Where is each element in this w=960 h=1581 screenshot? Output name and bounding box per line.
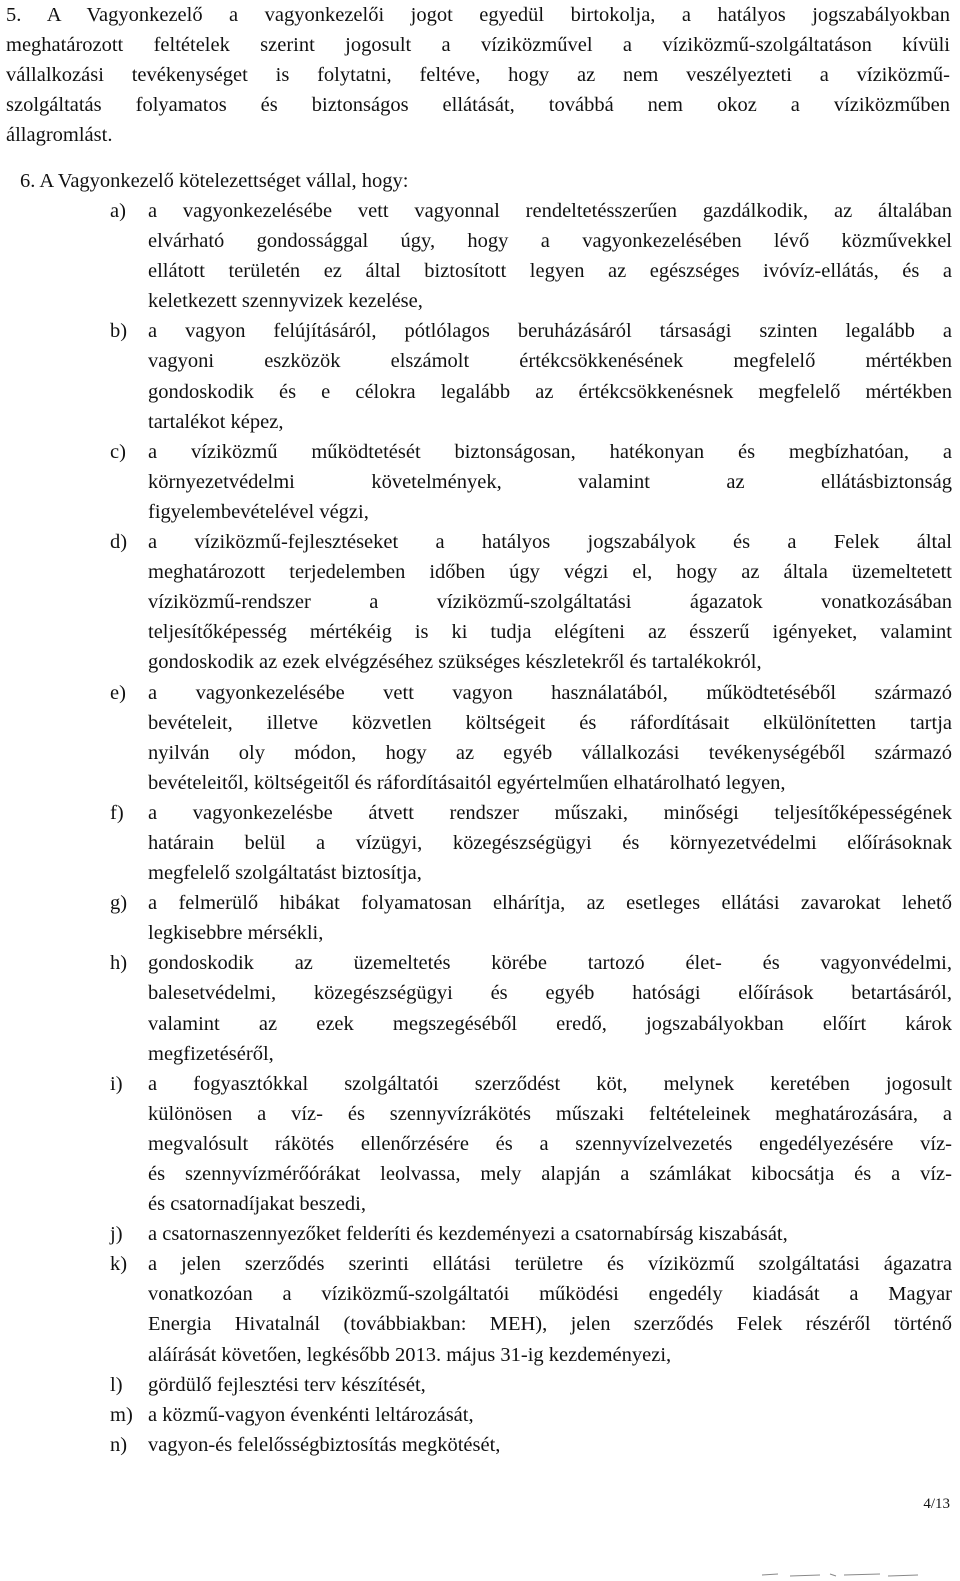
item-text-line: határain belül a vízügyi, közegészségügyi és környezetvédelmi előírásoknak bbox=[148, 831, 952, 854]
item-text-line: aláírását követően, legkésőbb 2013. május 31-ig kezdeményezi, bbox=[148, 1343, 672, 1366]
item-text bbox=[148, 1400, 952, 1430]
item-text bbox=[148, 316, 952, 436]
item-text-line: víziközmű-rendszer a víziközmű-szolgáltatási ágazatok vonatkozásában bbox=[148, 591, 952, 614]
item-text-line: teljesítőképesség mértékéig is ki tudja elégíteni az ésszerű igényeket, valamint bbox=[148, 621, 952, 644]
item-marker: f) bbox=[110, 801, 124, 824]
item-text-line: vagyon-és felelősségbiztosítás megkötését, bbox=[148, 1433, 501, 1456]
item-text bbox=[148, 1249, 952, 1369]
item-text-line: nyilván oly módon, hogy az egyéb vállalkozási tevékenységéből származó bbox=[148, 741, 952, 764]
obligation-item bbox=[110, 1430, 952, 1460]
item-marker: i) bbox=[110, 1072, 123, 1095]
item-text-line: megvalósult rákötés ellenőrzésére és a szennyvízelvezetés engedélyezésére víz- bbox=[148, 1132, 952, 1155]
item-text-line: bevételeit, illetve közvetlen költségeit és ráfordításait elkülönítetten tartja bbox=[148, 711, 952, 734]
section-5-line: meghatározott feltételek szerint jogosult a víziközművel a víziközmű-szolgáltatáson kívüli bbox=[6, 34, 950, 57]
item-text bbox=[148, 948, 952, 1068]
item-text-line: gondoskodik és e célokra legalább az értékcsökkenésnek megfelelő mértékben bbox=[148, 380, 952, 403]
item-marker: e) bbox=[110, 681, 126, 704]
obligation-list bbox=[110, 196, 952, 1460]
item-marker: b) bbox=[110, 320, 128, 343]
item-marker: l) bbox=[110, 1373, 123, 1396]
item-text bbox=[148, 1370, 952, 1400]
item-text-line: különösen a víz- és szennyvízrákötés műszaki feltételeinek meghatározására, a bbox=[148, 1102, 952, 1125]
item-text-line: balesetvédelmi, közegészségügyi és egyéb hatósági előírások betartásáról, bbox=[148, 982, 952, 1005]
item-marker: h) bbox=[110, 952, 128, 975]
item-text-line: a fogyasztókkal szolgáltatói szerződést köt, melynek keretében jogosult bbox=[148, 1072, 952, 1095]
obligation-item bbox=[110, 1400, 952, 1430]
obligation-item bbox=[110, 1219, 952, 1249]
obligation-item bbox=[110, 948, 952, 1068]
item-text-line: keletkezett szennyvizek kezelése, bbox=[148, 290, 423, 313]
footer-marks bbox=[760, 1570, 920, 1578]
item-marker: k) bbox=[110, 1253, 128, 1276]
item-text-line: vonatkozóan a víziközmű-szolgáltatói működési engedély kiadását a Magyar bbox=[148, 1283, 952, 1306]
item-text bbox=[148, 196, 952, 316]
item-text-line: gondoskodik az üzemeltetés körébe tartozó élet- és vagyonvédelmi, bbox=[148, 952, 952, 975]
item-text-line: a felmerülő hibákat folyamatosan elhárítja, az esetleges ellátási zavarokat lehető bbox=[148, 892, 952, 915]
item-text-line: legkisebbre mérsékli, bbox=[148, 922, 324, 945]
item-text-line: a közmű-vagyon évenkénti leltározását, bbox=[148, 1403, 474, 1426]
item-marker: a) bbox=[110, 200, 126, 222]
obligation-item bbox=[110, 437, 952, 527]
obligation-item bbox=[110, 678, 952, 798]
obligation-item bbox=[110, 316, 952, 436]
item-text bbox=[148, 1069, 952, 1219]
item-text bbox=[148, 1430, 952, 1460]
item-text-line: ellátott területén ez által biztosított legyen az egészséges ivóvíz-ellátás, és a bbox=[148, 260, 952, 283]
item-text bbox=[148, 798, 952, 888]
item-text bbox=[148, 437, 952, 527]
item-text bbox=[148, 1219, 952, 1249]
item-text-line: és csatornadíjakat beszedi, bbox=[148, 1193, 367, 1216]
item-text bbox=[148, 888, 952, 948]
item-text-line: a vagyonkezelésébe vett vagyon használatából, működtetéséből származó bbox=[148, 681, 952, 704]
obligation-item bbox=[110, 888, 952, 948]
item-text-line: és szennyvízmérőórákat leolvassa, mely alapján a számlákat kibocsátja és a víz- bbox=[148, 1163, 952, 1185]
item-text-line: gördülő fejlesztési terv készítését, bbox=[148, 1373, 426, 1396]
item-text bbox=[148, 678, 952, 798]
section-5-line: szolgáltatás folyamatos és biztonságos ellátását, továbbá nem okoz a víziközműben bbox=[6, 94, 950, 117]
item-text-line: a vagyonkezelésébe vett vagyonnal rendeltetésszerűen gazdálkodik, az általában bbox=[148, 200, 952, 222]
item-text-line: környezetvédelmi követelmények, valamint az ellátásbiztonság bbox=[148, 470, 952, 493]
section-6-heading: 6. A Vagyonkezelő kötelezettséget vállal, hogy: bbox=[20, 170, 409, 192]
item-text-line: megfizetéséről, bbox=[148, 1042, 274, 1065]
item-text-line: elvárható gondossággal úgy, hogy a vagyonkezelésében lévő közművekkel bbox=[148, 230, 952, 253]
item-text-line: valamint az ezek megszegéséből eredő, jogszabályokban előírt károk bbox=[148, 1012, 952, 1035]
item-text-line: a jelen szerződés szerinti ellátási területre és víziközmű szolgáltatási ágazatra bbox=[148, 1253, 952, 1276]
obligation-item bbox=[110, 1249, 952, 1369]
item-marker: c) bbox=[110, 440, 126, 463]
item-marker: m) bbox=[110, 1403, 133, 1426]
item-text-line: tartalékot képez, bbox=[148, 410, 284, 433]
item-text-line: a víziközmű-fejlesztéseket a hatályos jogszabályok és a Felek által bbox=[148, 531, 952, 554]
item-text-line: figyelembevételével végzi, bbox=[148, 500, 369, 523]
item-text-line: meghatározott terjedelemben időben úgy végzi el, hogy az általa üzemeltetett bbox=[148, 561, 952, 584]
page-number: 4/13 bbox=[923, 1496, 950, 1512]
obligation-item bbox=[110, 196, 952, 316]
obligation-item bbox=[110, 798, 952, 888]
item-text bbox=[148, 527, 952, 677]
item-text-line: a csatornaszennyezőket felderíti és kezdeményezi a csatornabírság kiszabását, bbox=[148, 1223, 788, 1246]
section-5-line: állagromlást. bbox=[6, 124, 113, 147]
item-marker: g) bbox=[110, 892, 128, 915]
item-text-line: gondoskodik az ezek elvégzéséhez szükséges készletekről és tartalékokról, bbox=[148, 651, 762, 674]
item-marker: j) bbox=[110, 1223, 123, 1246]
section-5-line: vállalkozási tevékenységet is folytatni, feltéve, hogy az nem veszélyezteti a víziközmű- bbox=[6, 64, 950, 87]
item-marker: n) bbox=[110, 1433, 128, 1456]
obligation-item bbox=[110, 1370, 952, 1400]
section-5-line: 5. A Vagyonkezelő a vagyonkezelői jogot egyedül birtokolja, a hatályos jogszabályokban bbox=[6, 4, 950, 26]
item-text-line: Energia Hivatalnál (továbbiakban: MEH), jelen szerződés Felek részéről történő bbox=[148, 1313, 952, 1336]
obligation-item bbox=[110, 1069, 952, 1219]
obligation-item bbox=[110, 527, 952, 677]
item-text-line: megfelelő szolgáltatást biztosítja, bbox=[148, 862, 422, 885]
item-text-line: a vagyon felújításáról, pótlólagos beruházásáról társasági szinten legalább a bbox=[148, 320, 952, 343]
item-text-line: bevételeitől, költségeitől és ráfordításaitól egyértelműen elhatárolható legyen, bbox=[148, 771, 786, 794]
item-text-line: a vagyonkezelésbe átvett rendszer műszaki, minőségi teljesítőképességének bbox=[148, 801, 952, 824]
item-marker: d) bbox=[110, 531, 128, 554]
item-text-line: a víziközmű működtetését biztonságosan, hatékonyan és megbízhatóan, a bbox=[148, 440, 952, 463]
item-text-line: vagyoni eszközök elszámolt értékcsökkenésének megfelelő mértékben bbox=[148, 350, 952, 373]
section-5-paragraph bbox=[6, 0, 950, 150]
